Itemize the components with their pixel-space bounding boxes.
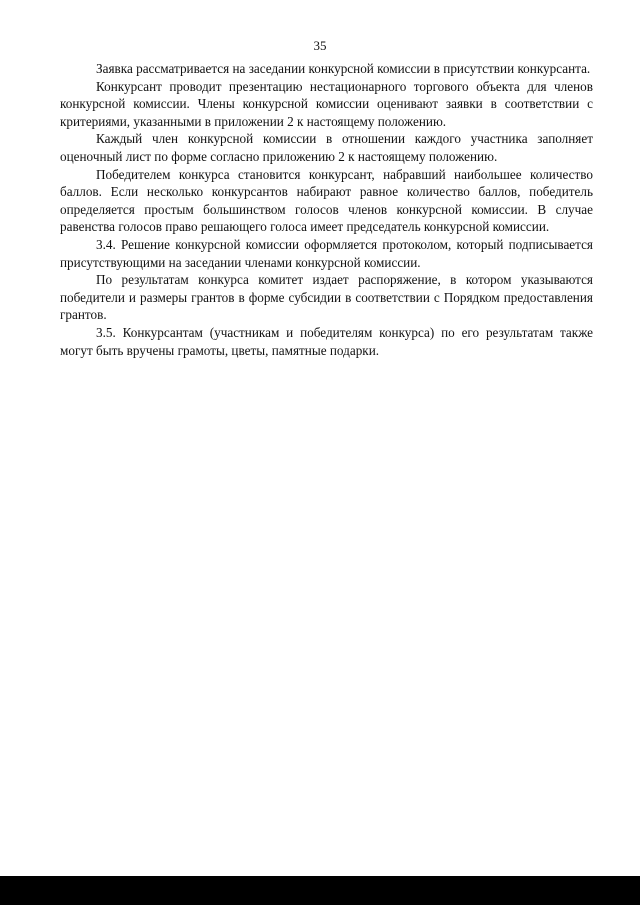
paragraph-committee-order: По результатам конкурса комитет издает распоряжение, в котором указываются победители и размеры грантов в форме субсидии в соответствии с Порядком предоставления грантов. [60,272,593,323]
document-body [60,60,593,359]
paragraph-winner-selection: Победителем конкурса становится конкурсант, набравший наибольшее количество баллов. Если несколько конкурсантов набирают равное количество баллов, победитель определяется простым большинством голосов членов конкурсной комиссии. В случае равенства голосов право решающего голоса имеет председатель конкурсной комиссии. [60,166,593,235]
paragraph-application-review: Заявка рассматривается на заседании конкурсной комиссии в присутствии конкурсанта. [96,61,591,76]
paragraph-evaluation-sheet: Каждый член конкурсной комиссии в отношении каждого участника заполняет оценочный лист по форме согласно приложению 2 к настоящему положению. [60,131,593,164]
paragraph-section-3-4: 3.4. Решение конкурсной комиссии оформляется протоколом, который подписывается присутствующими на заседании членами конкурсной комиссии. [60,236,593,270]
page-number: 35 [313,38,327,53]
paragraph-presentation: Конкурсант проводит презентацию нестационарного торгового объекта для членов конкурсной комиссии. Члены конкурсной комиссии оценивают заявки в соответствии с критериями, указанными в приложении 2 к настоящему положению. [60,78,593,129]
paragraph-section-3-5: 3.5. Конкурсантам (участникам и победителям конкурса) по его результатам также могут быть вручены грамоты, цветы, памятные подарки. [60,324,593,358]
scan-bottom-border [0,876,640,905]
